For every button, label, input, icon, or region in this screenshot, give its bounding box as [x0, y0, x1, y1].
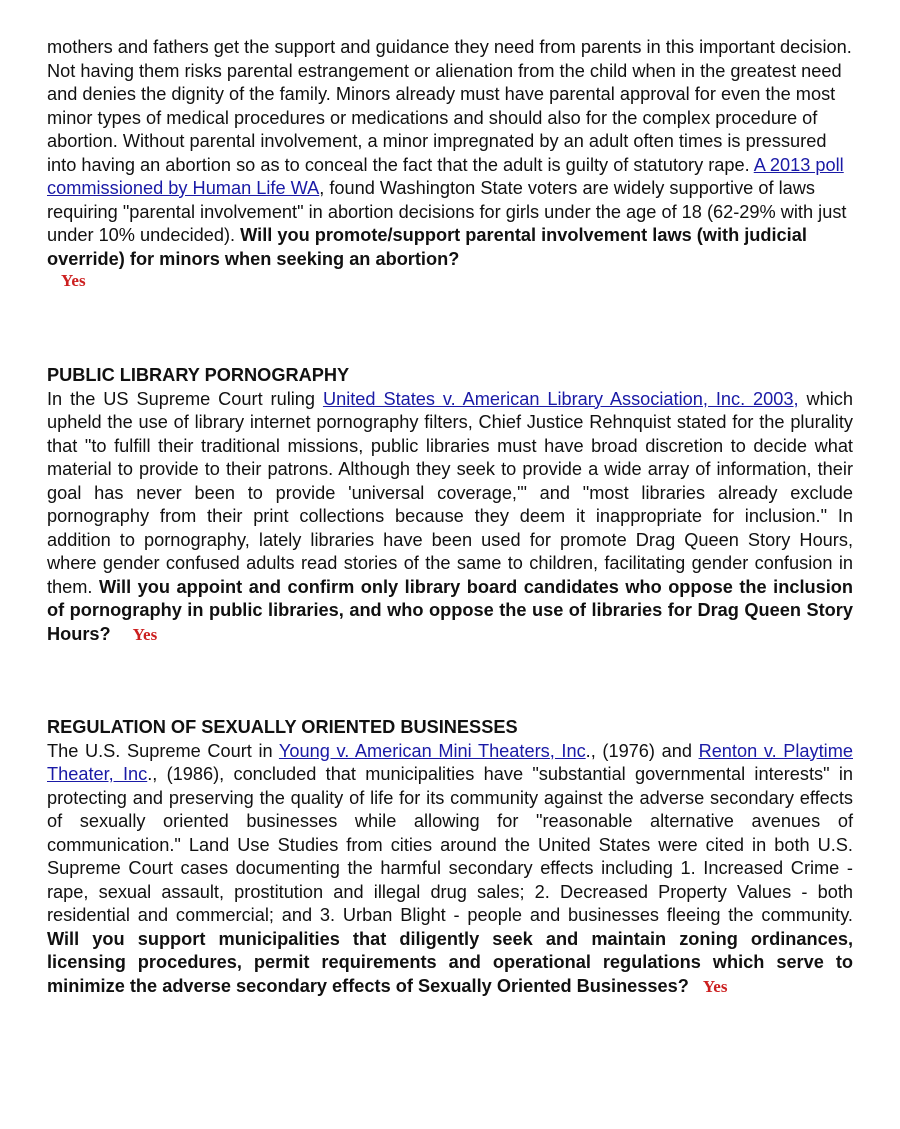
document-page — [47, 36, 853, 998]
parental-involvement-paragraph — [47, 36, 853, 271]
library-heading: PUBLIC LIBRARY PORNOGRAPHY — [47, 365, 350, 385]
business-body-text-continued: ., (1986), concluded that municipalities have "substantial governmental interests" in protecting and preserving the quality of life for its community against the adverse secondary effects of sexually oriented businesses while allowing for "reasonable alternative avenues of communication." Land Use Studies from cities around the United States were cited in both U.S. Supreme Court cases documenting the harmful secondary effects including 1. Increased Crime - rape, sexual assault, prostitution and illegal drug sales; 2. Decreased Property Values - both residential and commercial; and 3. Urban Blight - people and businesses fleeing the community. — [47, 764, 854, 925]
business-answer: Yes — [702, 976, 728, 996]
library-answer: Yes — [132, 624, 158, 644]
parental-question: Will you promote/support parental involvement laws (with judicial override) for minors when seeking an abortion? — [47, 225, 807, 269]
section-public-library — [47, 364, 853, 646]
parental-body-text-continued: , found Washington State voters are widely supportive of laws requiring "parental involvement" in abortion decisions for girls under the age of 18 (62-29% with just under 10% undecided). — [47, 178, 847, 245]
library-case-link[interactable]: United States v. American Library Association, Inc. 2003, — [322, 388, 799, 409]
parental-answer: Yes — [61, 271, 86, 290]
business-paragraph — [47, 740, 853, 999]
parental-body-text: mothers and fathers get the support and guidance they need from parents in this important decision. Not having them risks parental estrangement or alienation from the child when in the greatest need and denies the dignity of the family. Minors already must have parental approval for even the most minor types of medical procedures or medications and should also for the complex procedure of abortion. Without parental involvement, a minor impregnated by an adult often times is pressured into having an abortion so as to conceal the fact that the adult is guilty of statutory rape. — [47, 37, 852, 175]
young-case-link[interactable]: Young v. American Mini Theaters, Inc — [278, 740, 586, 761]
business-body-text-mid: ., (1976) and — [585, 740, 699, 761]
section-parental-involvement — [47, 36, 853, 291]
section-sexually-oriented-businesses — [47, 716, 853, 998]
business-heading: REGULATION OF SEXUALLY ORIENTED BUSINESSES — [47, 717, 518, 737]
library-body-text: In the US Supreme Court ruling — [47, 388, 323, 409]
library-paragraph — [47, 388, 853, 647]
poll-link[interactable]: A 2013 poll commissioned by Human Life WA — [47, 154, 844, 198]
library-question: Will you appoint and confirm only library board candidates who oppose the inclusion of pornography in public libraries, and who oppose the use of libraries for Drag Queen Story Hours? — [47, 576, 853, 644]
renton-case-link[interactable]: Renton v. Playtime Theater, Inc — [47, 740, 853, 784]
library-body-text-continued: which upheld the use of library internet pornography filters, Chief Justice Rehnquist stated for the plurality that "to fulfill their traditional missions, public libraries must have broad discretion to decide what material to provide to their patrons. Although they seek to provide a wide array of information, their goal has never been to provide 'universal coverage,'" and "most libraries already exclude pornography from their print collections because they deem it inappropriate for inclusion." In addition to pornography, lately libraries have been used for promote Drag Queen Story Hours, where gender confused adults read stories of the same to children, facilitating gender confusion in them. — [47, 388, 853, 597]
business-question: Will you support municipalities that diligently seek and maintain zoning ordinances, licensing procedures, permit requirements and operational regulations which serve to minimize the adverse secondary effects of Sexually Oriented Businesses? — [47, 928, 853, 996]
business-body-text: The U.S. Supreme Court in — [47, 740, 279, 761]
